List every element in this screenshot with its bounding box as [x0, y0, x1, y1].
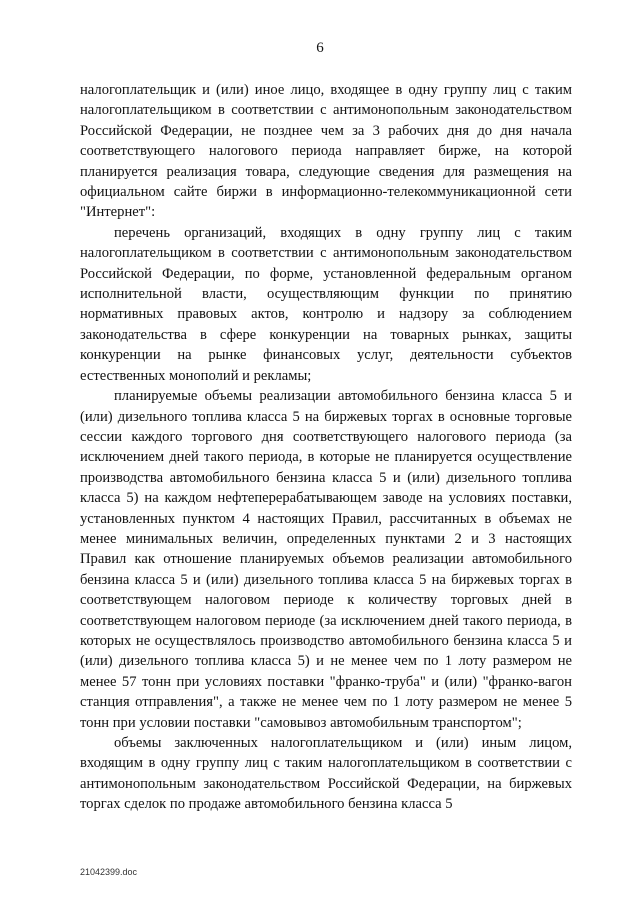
document-body	[80, 80, 572, 815]
page-number: 6	[316, 40, 324, 56]
paragraph-continuation: налогоплательщик и (или) иное лицо, входящее в одну группу лиц с таким налогоплательщиком в соответствии с антимонопольным законодательством Российской Федерации, не позднее чем за 3 рабочих дня до дня начала соответствующего налогового периода направляет бирже, на которой планируется реализация товара, следующие сведения для размещения на официальном сайте биржи в информационно-телекоммуникационной сети "Интернет":	[80, 82, 572, 221]
paragraph-affiliates-list: перечень организаций, входящих в одну группу лиц с таким налогоплательщиком в соответствии с антимонопольным законодательством Российской Федерации, по форме, установленной федеральным органом исполнительной власти, осуществляющим функции по принятию нормативных правовых актов, контролю и надзору за соблюдением законодательства в сфере конкуренции на товарных рынках, защиты конкуренции на рынке финансовых услуг, деятельности субъектов естественных монополий и рекламы;	[80, 224, 572, 384]
paragraph-planned-volumes: планируемые объемы реализации автомобильного бензина класса 5 и (или) дизельного топлива класса 5 на биржевых торгах в основные торговые сессии каждого торгового дня соответствующего налогового периода (за исключением дней такого периода, в которые не планируется осуществление производства автомобильного бензина класса 5 и (или) дизельного топлива класса 5) на каждом нефтеперерабатывающем заводе на условиях поставки, установленных пунктом 4 настоящих Правил, рассчитанных в объемах не менее минимальных величин, определенных пунктами 2 и 3 настоящих Правил как отношение планируемых объемов реализации автомобильного бензина класса 5 и (или) дизельного топлива класса 5 на биржевых торгах в соответствующем налоговом периоде к количеству торговых дней в соответствующем налоговом периоде (за исключением дней такого периода, в которых не осуществлялось производство автомобильного бензина класса 5 и (или) дизельного топлива класса 5) и не менее чем по 1 лоту размером не менее 57 тонн при условиях поставки "франко-труба" и (или) "франко-вагон станция отправления", а также не менее чем по 1 лоту размером не менее 5 тонн при условии поставки "самовывоз автомобильным транспортом";	[80, 388, 572, 731]
paragraph-concluded-volumes: объемы заключенных налогоплательщиком и (или) иным лицом, входящим в одну группу лиц с таким налогоплательщиком в соответствии с антимонопольным законодательством Российской Федерации, на биржевых торгах сделок по продаже автомобильного бензина класса 5	[80, 735, 572, 813]
footer-filename: 21042399.doc	[80, 867, 138, 877]
